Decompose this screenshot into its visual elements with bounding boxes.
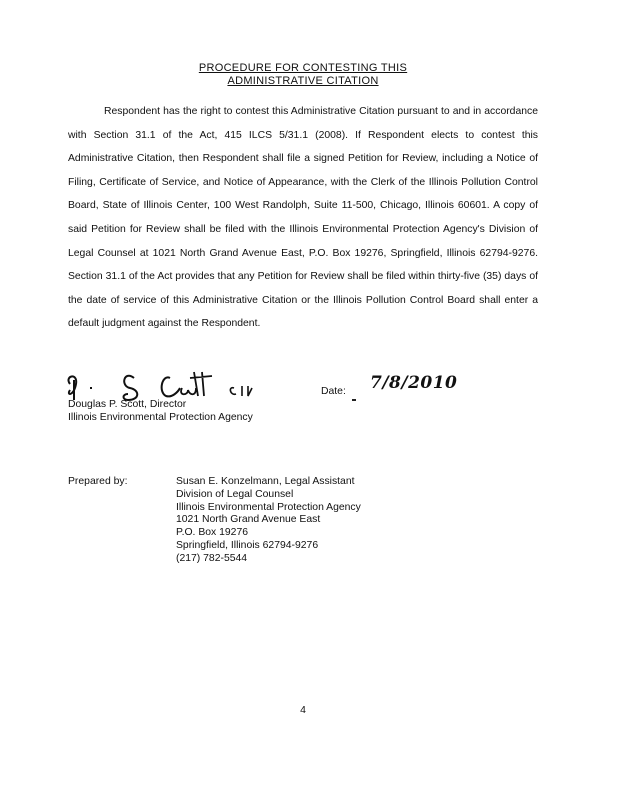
prepared-by-line: (217) 782-5544 — [176, 552, 248, 564]
signer-agency: Illinois Environmental Protection Agency — [68, 412, 253, 423]
prepared-by-line: P.O. Box 19276 — [176, 527, 249, 539]
heading-line-1: PROCEDURE FOR CONTESTING THIS — [198, 62, 408, 74]
prepared-by-line: Springfield, Illinois 62794-9276 — [176, 539, 319, 551]
prepared-by-line: Illinois Environmental Protection Agency — [176, 501, 361, 513]
signer-name: Douglas P. Scott, Director — [68, 399, 187, 410]
prepared-by-line: Division of Legal Counsel — [176, 488, 294, 500]
prepared-by-label: Prepared by: — [68, 476, 128, 487]
page-number: 4 — [300, 705, 306, 716]
body-paragraph: Respondent has the right to contest this Administrative Citation pursuant to and in accordance with Section 31.1 of the Act, 415 ILCS 5/31.1 (2008). If Respondent elects to contest this Administrative Citation, then Respondent shall file a signed Petition for Review, including a Notice of Filing, Certificate of Service, and Notice of Appearance, with the Clerk of the Illinois Pollution Control Board, State of Illinois Center, 100 West Randolph, Suite 11-500, Chicago, Illinois 60601. A copy of said Petition for Review shall be filed with the Illinois Environmental Protection Agency's Division of Legal Counsel at 1021 North Grand Avenue East, P.O. Box 19276, Springfield, Illinois 62794-9276. Section 31.1 of the Act provides that any Petition for Review shall be filed within thirty-five (35) days of the date of service of this Administrative Citation or the Illinois Pollution Control Board shall enter a default judgment against the Respondent. — [68, 106, 538, 330]
prepared-by-line: 1021 North Grand Avenue East — [176, 514, 321, 526]
prepared-by-line: Susan E. Konzelmann, Legal Assistant — [176, 476, 355, 487]
handwritten-date: 7/8/2010 — [370, 373, 458, 393]
date-label: Date: — [321, 386, 346, 397]
date-mark — [352, 399, 356, 401]
heading-line-2: ADMINISTRATIVE CITATION — [227, 75, 379, 87]
prepared-by-block — [176, 476, 361, 566]
